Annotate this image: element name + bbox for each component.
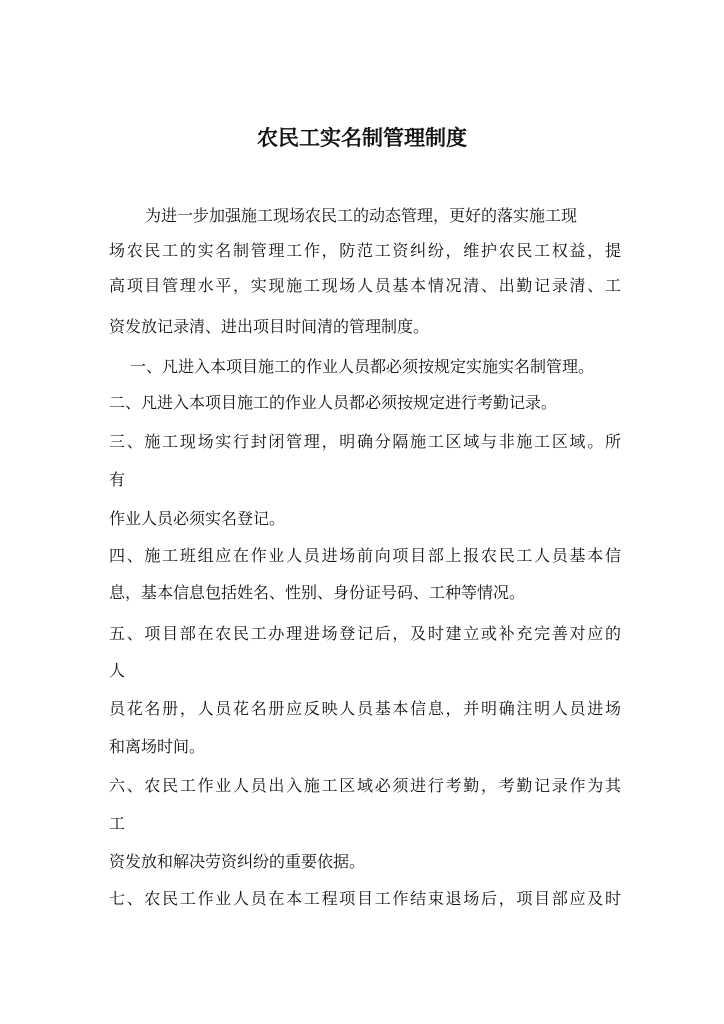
paragraph-line: 场农民工的实名制管理工作，防范工资纠纷，维护农民工权益，提 (109, 241, 621, 260)
clause-line: 二、凡进入本项目施工的作业人员都必须按规定进行考勤记录。 (109, 393, 558, 412)
document-title: 农民工实名制管理制度 (257, 126, 467, 150)
clause-line: 有 (109, 470, 126, 489)
clause-line: 一、凡进入本项目施工的作业人员都必须按规定实施实名制管理。 (130, 357, 595, 376)
paragraph-line: 资发放记录清、进出项目时间清的管理制度。 (109, 317, 430, 336)
clause-line: 五、项目部在农民工办理进场登记后，及时建立或补充完善对应的 (109, 624, 621, 643)
paragraph-line: 为进一步加强施工现场农民工的动态管理，更好的落实施工现 (145, 206, 578, 225)
clause-line: 工 (109, 814, 126, 833)
paragraph-line: 高项目管理水平，实现施工现场人员基本情况清、出勤记录清、工 (109, 276, 621, 295)
clause-line: 三、施工现场实行封闭管理，明确分隔施工区域与非施工区域。所 (109, 432, 621, 451)
clause-line: 四、施工班组应在作业人员进场前向项目部上报农民工人员基本信 (109, 546, 621, 565)
clause-line: 六、农民工作业人员出入施工区域必须进行考勤，考勤记录作为其 (109, 776, 621, 795)
clause-line: 员花名册，人员花名册应反映人员基本信息，并明确注明人员进场 (109, 699, 621, 718)
clause-line: 作业人员必须实名登记。 (109, 509, 286, 528)
clause-line: 人 (109, 661, 126, 680)
clause-line: 和离场时间。 (109, 737, 206, 756)
clause-line: 七、农民工作业人员在本工程项目工作结束退场后，项目部应及时 (109, 889, 621, 908)
clause-line: 息，基本信息包括姓名、性别、身份证号码、工种等情况。 (109, 583, 526, 602)
clause-line: 资发放和解决劳资纠纷的重要依据。 (109, 852, 366, 871)
